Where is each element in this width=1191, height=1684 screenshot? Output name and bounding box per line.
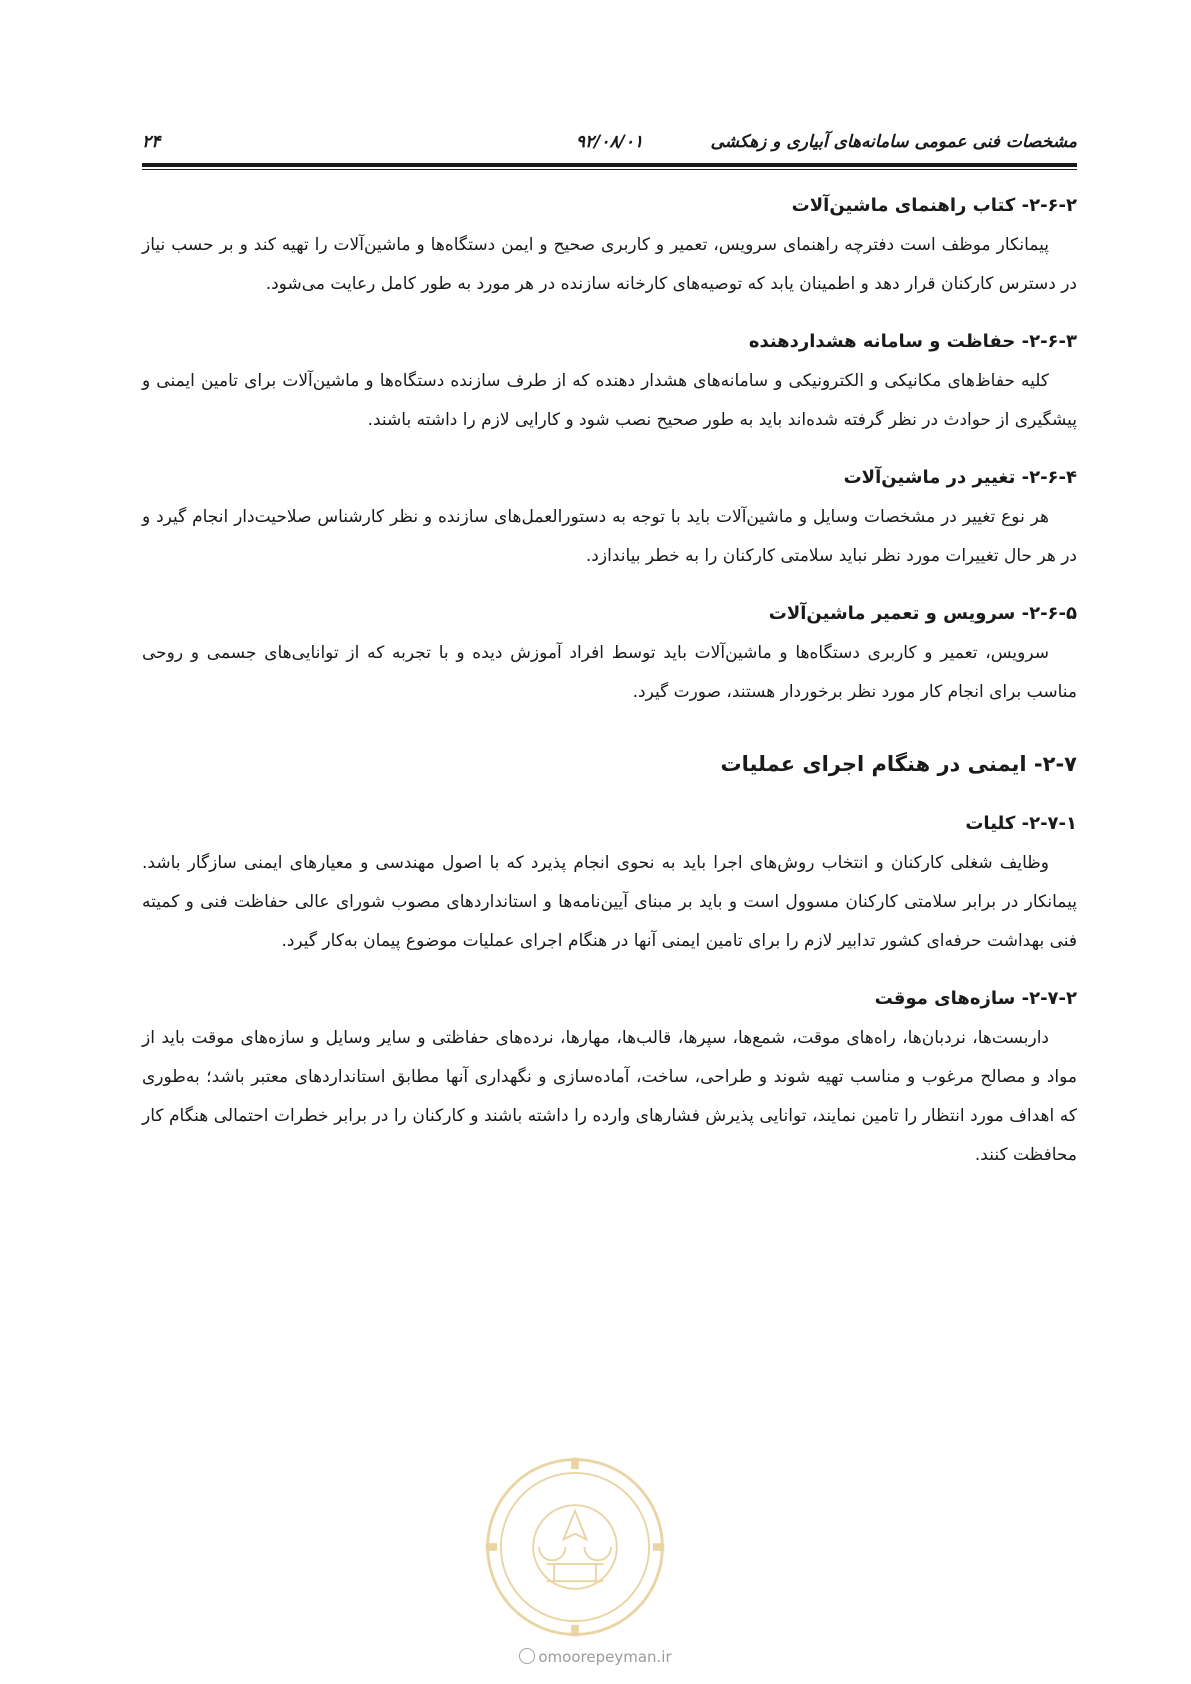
subsection-heading: ۲-۷-۱- کلیات bbox=[965, 813, 1077, 834]
header-rule-thin bbox=[142, 169, 1077, 170]
section-heading: ۲-۶-۵- سرویس و تعمیر ماشین‌آلات bbox=[768, 603, 1077, 624]
globe-icon bbox=[519, 1648, 535, 1664]
subsection-paragraph: داربست‌ها، نردبان‌ها، راه‌های موقت، شمع‌ها، سپرها، قالب‌ها، مهارها، نرده‌های حفاظتی و سایر وسایل و سازه‌های موقت باید از مواد و مصالح مرغوب و مناسب تهیه شوند و طراحی، ساخت، آماده‌سازی و نگهداری آنها مطابق استانداردهای معتبر باشد؛ به‌طوری که اهداف مورد انتظار را تامین نمایند، توانایی پذیرش فشارهای وارده را داشته باشند و کارکنان را در برابر خطرات احتمالی هنگام کار محافظت کنند. bbox=[142, 1028, 1077, 1165]
watermark-seal-icon bbox=[480, 1452, 670, 1642]
section-paragraph: هر نوع تغییر در مشخصات وسایل و ماشین‌آلات باید با توجه به دستورالعمل‌های سازنده و نظر کارشناس صلاحیت‌دار انجام گیرد و در هر حال تغییرات مورد نظر نباید سلامتی کارکنان را به خطر بیاندازد. bbox=[142, 507, 1077, 566]
section-paragraph: پیمانکار موظف است دفترچه راهنمای سرویس، تعمیر و کاربری صحیح و ایمن دستگاه‌ها و ماشین‌آلات را تهیه کند و بر حسب نیاز در دسترس کارکنان قرار دهد و اطمینان یابد که توصیه‌های کارخانه سازنده در هر مورد به طور کامل رعایت می‌شود. bbox=[142, 235, 1077, 294]
running-header bbox=[142, 128, 1077, 164]
section-heading: ۲-۶-۴- تغییر در ماشین‌آلات bbox=[843, 467, 1077, 488]
page-number: ۲۴ bbox=[142, 132, 161, 152]
section-paragraph: کلیه حفاظ‌های مکانیکی و الکترونیکی و سامانه‌های هشدار دهنده که از طرف سازنده دستگاه‌ها و ماشین‌آلات برای تامین ایمنی و پیشگیری از حوادث در نظر گرفته شده‌اند باید به طور صحیح نصب شود و کارایی لازم را داشته باشند. bbox=[142, 371, 1077, 430]
section-heading: ۲-۶-۲- کتاب راهنمای ماشین‌آلات bbox=[791, 195, 1077, 216]
header-rule-thick bbox=[142, 163, 1077, 167]
subsection-paragraph: وظایف شغلی کارکنان و انتخاب روش‌های اجرا باید به نحوی انجام پذیرد که با اصول مهندسی و معیارهای ایمنی سازگار باشد. پیمانکار در برابر سلامتی کارکنان مسوول است و باید بر مبنای آیین‌نامه‌ها و استانداردهای مصوب شورای عالی حفاظت فنی و کمیته فنی بهداشت حرفه‌ای کشور تدابیر لازم را برای تامین ایمنی آنها در هنگام اجرای عملیات موضوع پیمان به‌کار گیرد. bbox=[142, 853, 1077, 951]
document-body bbox=[142, 186, 1077, 1175]
section-heading: ۲-۶-۳- حفاظت و سامانه هشداردهنده bbox=[748, 331, 1077, 352]
header-date: ۹۲/۰۸/۰۱ bbox=[575, 132, 644, 152]
header-title: مشخصات فنی عمومی سامانه‌های آبیاری و زهکشی bbox=[710, 132, 1077, 152]
section-paragraph: سرویس، تعمیر و کاربری دستگاه‌ها و ماشین‌آلات باید توسط افراد آموزش دیده و با تجربه که از توانایی‌های جسمی و روحی مناسب برای انجام کار مورد نظر برخوردار هستند، صورت گیرد. bbox=[142, 643, 1077, 702]
subsection-heading: ۲-۷-۲- سازه‌های موقت bbox=[874, 988, 1077, 1009]
main-section-heading: ۲-۷- ایمنی در هنگام اجرای عملیات bbox=[720, 752, 1077, 776]
watermark-url: omoorepeyman.ir bbox=[0, 1648, 1191, 1666]
